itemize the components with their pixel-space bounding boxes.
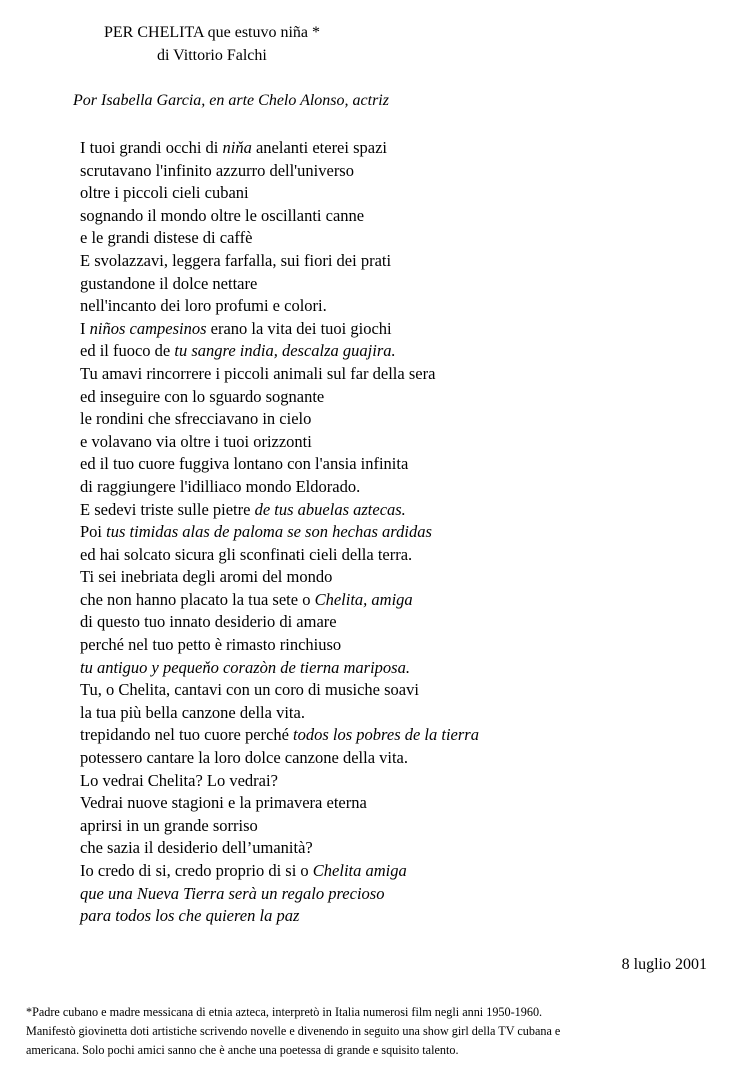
poem-line-text: la tua più bella canzone della vita. bbox=[80, 702, 305, 722]
poem-line bbox=[80, 544, 479, 567]
poem-line bbox=[80, 431, 479, 454]
poem-line-text: oltre i piccoli cieli cubani bbox=[80, 183, 249, 203]
poem-date: 8 luglio 2001 bbox=[621, 956, 707, 973]
poem-line-text: ed il fuoco de bbox=[80, 341, 175, 361]
poem-line-text: trepidando nel tuo cuore perché bbox=[80, 725, 294, 745]
poem-line-text: Poi bbox=[80, 522, 107, 542]
poem-line bbox=[80, 770, 479, 793]
poem-line bbox=[80, 724, 479, 747]
poem-line-text: perché nel tuo petto è rimasto rinchiuso bbox=[80, 635, 342, 655]
poem-line bbox=[80, 815, 479, 838]
poem-line-italic-text: todos los pobres de la tierra bbox=[293, 725, 479, 745]
poem-line bbox=[80, 363, 479, 386]
poem-author: di Vittorio Falchi bbox=[157, 47, 267, 64]
poem-line bbox=[80, 521, 479, 544]
poem-line-text: Vedrai nuove stagioni e la primavera eterna bbox=[80, 793, 367, 813]
poem-line-text: erano la vita dei tuoi giochi bbox=[206, 318, 392, 338]
poem-line bbox=[80, 792, 479, 815]
poem-line bbox=[80, 905, 479, 928]
poem-line-italic-text: que una Nueva Tierra serà un regalo precioso bbox=[80, 883, 385, 903]
poem-line-italic-text: niños campesinos bbox=[89, 318, 207, 338]
poem-line-text: Ti sei inebriata degli aromi del mondo bbox=[80, 567, 333, 587]
poem-line bbox=[80, 453, 479, 476]
poem-line bbox=[80, 589, 479, 612]
poem-line-text: Tu, o Chelita, cantavi con un coro di musiche soavi bbox=[80, 680, 419, 700]
poem-line-text: ed inseguire con lo sguardo sognante bbox=[80, 386, 325, 406]
poem-line bbox=[80, 273, 479, 296]
poem-line bbox=[80, 657, 479, 680]
poem-line-italic-text: tu sangre india, descalza guajira. bbox=[174, 341, 396, 361]
poem-line-italic-text: niňa bbox=[222, 138, 252, 157]
poem-body bbox=[80, 137, 479, 928]
poem-line-italic-text: tus timidas alas de paloma se son hechas ardidas bbox=[106, 522, 432, 542]
poem-line-text: ed il tuo cuore fuggiva lontano con l'ansia infinita bbox=[80, 454, 409, 474]
poem-line bbox=[80, 318, 479, 341]
poem-line bbox=[80, 295, 479, 318]
poem-line-text: I bbox=[80, 318, 90, 338]
poem-line bbox=[80, 227, 479, 250]
poem-line bbox=[80, 747, 479, 770]
poem-line-text: Io credo di si, credo proprio di si o bbox=[80, 861, 313, 880]
poem-line bbox=[80, 679, 479, 702]
poem-line bbox=[80, 476, 479, 499]
poem-line-text: E svolazzavi, leggera farfalla, sui fiori dei prati bbox=[80, 250, 392, 270]
poem-title: PER CHELITA que estuvo niña * bbox=[104, 24, 321, 41]
poem-line bbox=[80, 386, 479, 409]
poem-line bbox=[80, 408, 479, 431]
poem-line bbox=[80, 182, 479, 205]
footnote-line: *Padre cubano e madre messicana di etnia azteca, interpretò in Italia numerosi film negli anni 1950-1960. bbox=[26, 1005, 543, 1019]
dedication-subtitle: Por Isabella Garcia, en arte Chelo Alonso, actriz bbox=[73, 92, 389, 109]
poem-line-text: aprirsi in un grande sorriso bbox=[80, 815, 258, 835]
footnote bbox=[26, 1003, 716, 1060]
footnote-line: Manifestò giovinetta doti artistiche scrivendo novelle e divenendo in seguito una show girl della TV cubana e bbox=[26, 1024, 561, 1038]
poem-line bbox=[80, 883, 479, 906]
poem-line bbox=[80, 634, 479, 657]
poem-line bbox=[80, 250, 479, 273]
poem-line bbox=[80, 702, 479, 725]
poem-line-text: I tuoi grandi occhi di bbox=[80, 138, 223, 157]
poem-line-text: gustandone il dolce nettare bbox=[80, 273, 258, 293]
footnote-line: americana. Solo pochi amici sanno che è anche una poetessa di grande e squisito talento. bbox=[26, 1043, 459, 1057]
poem-line-text: che non hanno placato la tua sete o bbox=[80, 589, 315, 609]
poem-line-text: di questo tuo innato desiderio di amare bbox=[80, 612, 337, 632]
poem-line-text: Tu amavi rincorrere i piccoli animali sul far della sera bbox=[80, 363, 436, 383]
poem-line bbox=[80, 860, 479, 883]
poem-line-text: anelanti eterei spazi bbox=[251, 138, 387, 157]
poem-line-text: E sedevi triste sulle pietre bbox=[80, 499, 255, 519]
poem-line bbox=[80, 137, 479, 160]
poem-line-italic-text: para todos los che quieren la paz bbox=[80, 906, 300, 926]
poem-line-text: nell'incanto dei loro profumi e colori. bbox=[80, 296, 327, 316]
poem-line bbox=[80, 160, 479, 183]
poem-line bbox=[80, 340, 479, 363]
poem-line-italic-text: Chelita, amiga bbox=[314, 589, 413, 609]
poem-line bbox=[80, 566, 479, 589]
poem-line bbox=[80, 499, 479, 522]
poem-line-text: le rondini che sfrecciavano in cielo bbox=[80, 409, 312, 429]
poem-line bbox=[80, 611, 479, 634]
poem-line-text: e volavano via oltre i tuoi orizzonti bbox=[80, 431, 312, 451]
poem-line-text: ed hai solcato sicura gli sconfinati cieli della terra. bbox=[80, 544, 413, 564]
poem-line-text: potessero cantare la loro dolce canzone della vita. bbox=[80, 748, 409, 768]
poem-line bbox=[80, 205, 479, 228]
poem-line-italic-text: de tus abuelas aztecas. bbox=[254, 499, 406, 519]
poem-line-text: di raggiungere l'idilliaco mondo Eldorado. bbox=[80, 476, 361, 496]
poem-line-text: che sazia il desiderio dell’umanità? bbox=[80, 838, 313, 858]
poem-line-text: e le grandi distese di caffè bbox=[80, 228, 253, 248]
poem-line-text: scrutavano l'infinito azzurro dell'universo bbox=[80, 160, 354, 180]
poem-line-italic-text: tu antiguo y pequeňo corazòn de tierna mariposa. bbox=[80, 657, 410, 677]
poem-line-text: Lo vedrai Chelita? Lo vedrai? bbox=[80, 770, 278, 790]
poem-line bbox=[80, 837, 479, 860]
poem-line-italic-text: Chelita amiga bbox=[312, 861, 407, 880]
poem-line-text: sognando il mondo oltre le oscillanti canne bbox=[80, 205, 365, 225]
